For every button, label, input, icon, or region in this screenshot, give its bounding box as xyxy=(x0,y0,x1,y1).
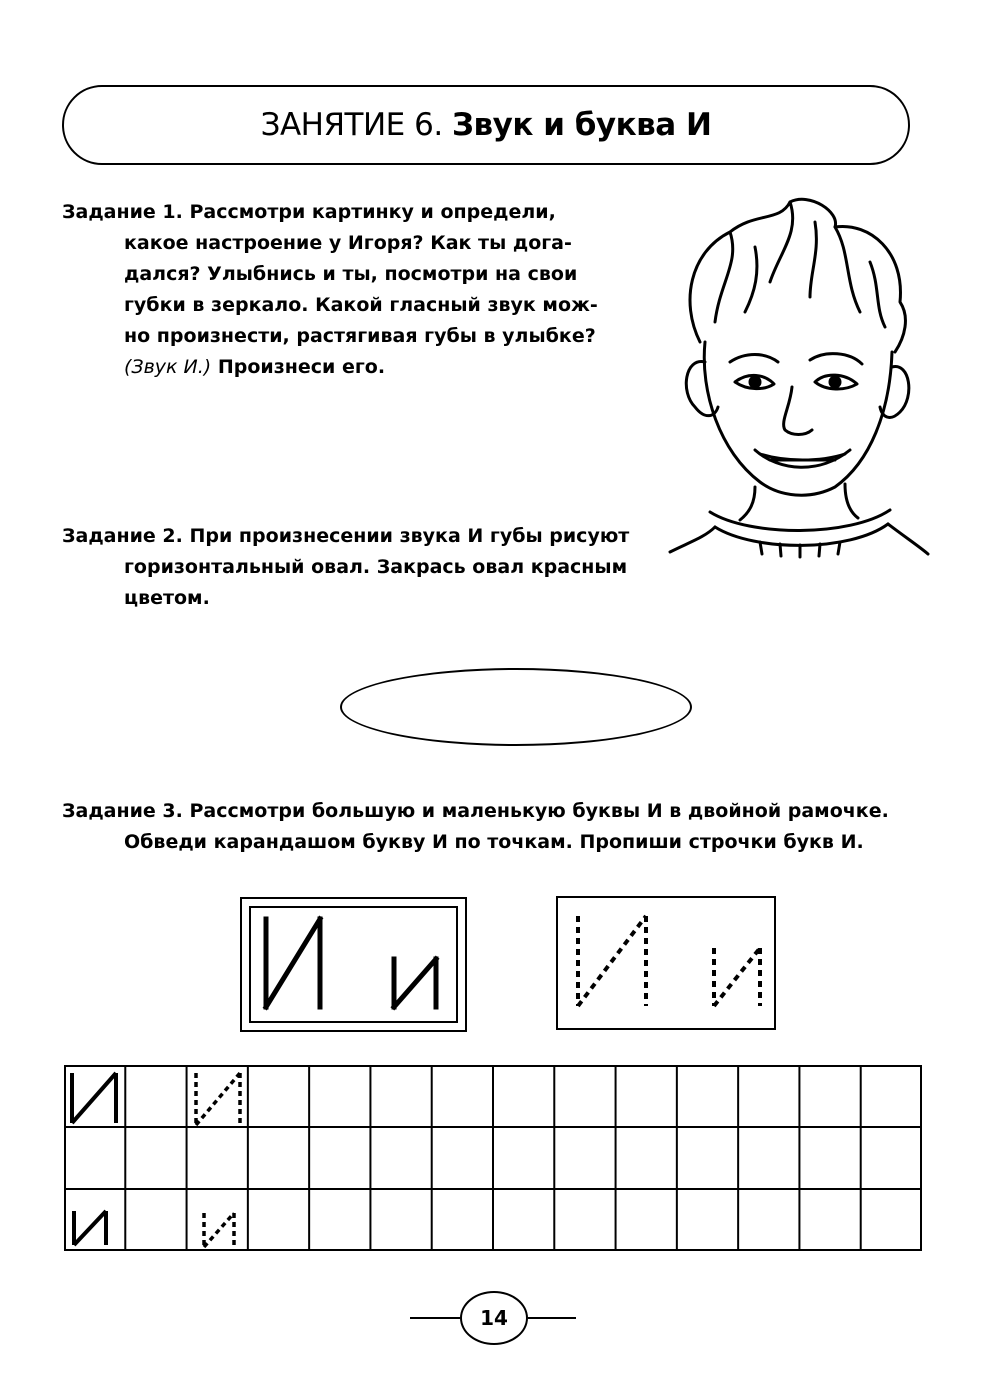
boy-portrait-illustration xyxy=(660,192,930,562)
page-number-rule-right xyxy=(528,1317,576,1319)
page-number-rule-left xyxy=(410,1317,460,1319)
grid-uppercase-i-dotted xyxy=(196,1073,240,1125)
uppercase-i-solid xyxy=(266,919,320,1007)
double-frame-solid-letters xyxy=(240,897,467,1032)
dotted-letters-i[interactable] xyxy=(556,896,776,1030)
uppercase-i-dotted xyxy=(578,916,646,1006)
grid-lowercase-i-solid xyxy=(74,1211,106,1245)
task-1: Задание 1. Рассмотри картинку и определи, какое настроение у Игоря? Как ты дога- дался? Улыбнись и ты, посмотри на свои губки в зеркало. Какой гласный звук мож- но произнести, растягивая губы в улыбке? (Звук И.) Произнеси его. xyxy=(62,201,598,378)
page-number: 14 xyxy=(460,1291,528,1345)
coloring-oval[interactable] xyxy=(340,668,692,746)
task-1-label: Задание 1. xyxy=(62,201,183,223)
frame-dotted-letters xyxy=(556,896,776,1030)
task-2-label: Задание 2. xyxy=(62,525,183,547)
task-3: Задание 3. Рассмотри большую и маленькую буквы И в двойной рамочке. Обведи карандашом букву И по точкам. Пропиши строчки букв И. xyxy=(62,800,889,853)
task-3-label: Задание 3. xyxy=(62,800,183,822)
task-1-answer: (Звук И.) xyxy=(124,356,212,378)
task-2: Задание 2. При произнесении звука И губы рисуют горизонтальный овал. Закрась овал красным цветом. xyxy=(62,525,630,609)
solid-letters-i xyxy=(240,897,467,1032)
lesson-title: ЗАНЯТИЕ 6. Звук и буква И xyxy=(260,107,712,143)
grid-uppercase-i-solid xyxy=(72,1073,116,1123)
lesson-title-banner xyxy=(62,85,910,165)
grid-lowercase-i-dotted xyxy=(204,1213,234,1247)
lowercase-i-solid xyxy=(394,959,436,1007)
lowercase-i-dotted xyxy=(714,948,760,1006)
writing-practice-grid[interactable] xyxy=(64,1065,922,1251)
